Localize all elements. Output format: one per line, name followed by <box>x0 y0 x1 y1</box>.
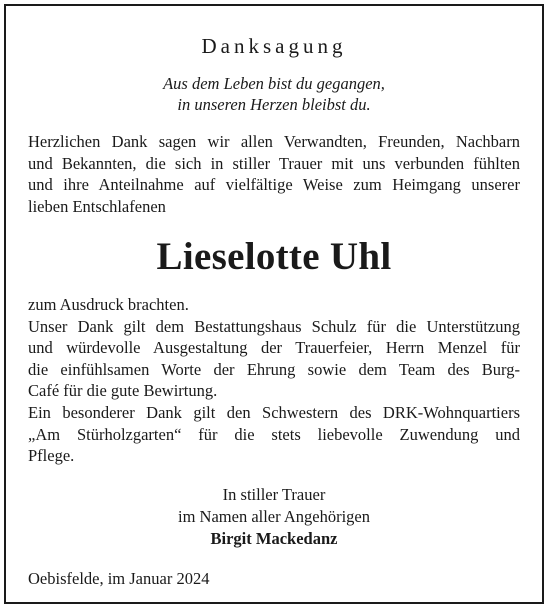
signature-name: Birgit Mackedanz <box>210 529 338 548</box>
verse-line: Aus dem Leben bist du gegangen, <box>163 74 385 93</box>
signature-block <box>28 484 520 550</box>
signature-line: In stiller Trauer <box>222 485 326 504</box>
closing-line: Pflege. <box>28 446 75 466</box>
place-date: Oebisfelde, im Januar 2024 <box>28 569 210 588</box>
intro-line: lieben Entschlafenen <box>28 196 166 216</box>
closing-line: Unser Dank gilt dem Bestattungshaus Schulz für die Unterstützung <box>28 316 520 336</box>
closing-line: Café für die gute Bewirtung. <box>28 381 218 401</box>
intro-line: Herzlichen Dank sagen wir allen Verwandten, Freunden, Nachbarn <box>28 132 520 151</box>
deceased-name: Lieselotte Uhl <box>156 235 392 278</box>
closing-line: zum Ausdruck brachten. <box>28 295 189 314</box>
memorial-verse <box>28 73 520 115</box>
closing-line: die einfühlsamen Worte der Ehrung sowie dem Team des Burg- <box>28 359 520 379</box>
notice-frame <box>4 4 544 604</box>
verse-line: in unseren Herzen bleibst du. <box>177 95 371 114</box>
intro-paragraph <box>28 131 520 217</box>
intro-line: und Bekannten, die sich in stiller Trauer mit uns verbunden fühlten <box>28 153 520 173</box>
closing-line: Ein besonderer Dank gilt den Schwestern des DRK-Wohnquartiers <box>28 402 520 422</box>
notice-heading: Danksagung <box>201 34 347 58</box>
signature-line: im Namen aller Angehörigen <box>178 507 370 526</box>
closing-paragraph <box>28 294 520 467</box>
closing-line: und würdevolle Ausgestaltung der Trauerfeier, Herrn Menzel für <box>28 338 520 358</box>
intro-line: und ihre Anteilnahme auf vielfältige Weise zum Heimgang unserer <box>28 175 520 195</box>
closing-line: „Am Stürholzgarten“ für die stets liebevolle Zuwendung und <box>28 424 520 444</box>
